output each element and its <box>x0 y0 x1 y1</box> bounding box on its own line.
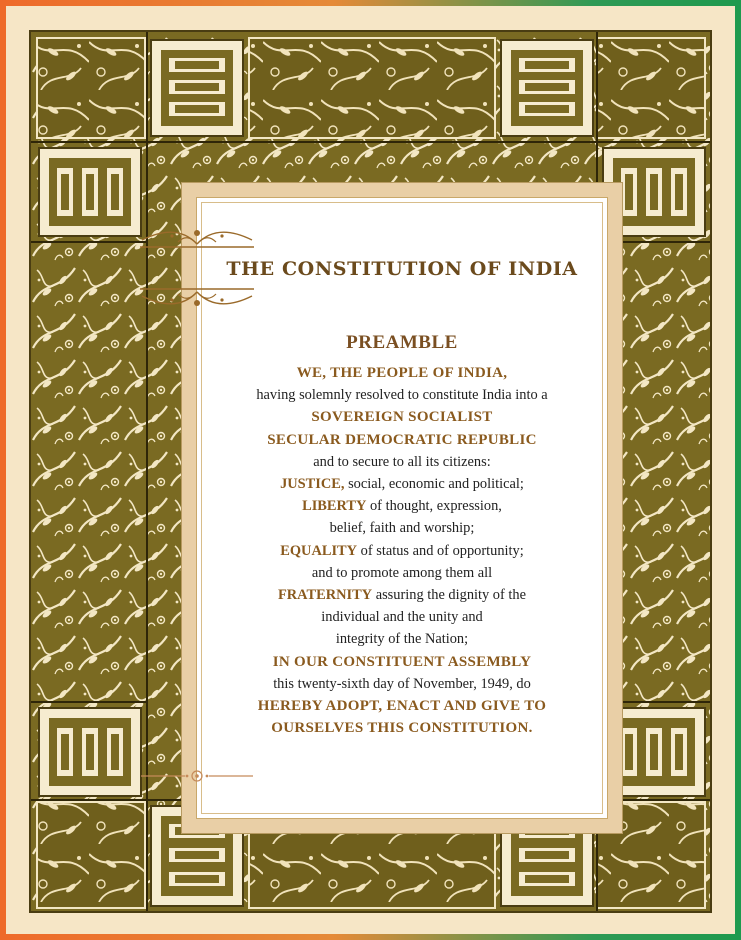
preamble-line: HEREBY ADOPT, ENACT AND GIVE TO <box>257 698 547 715</box>
preamble-text <box>197 362 607 739</box>
preamble-line: WE, THE PEOPLE OF INDIA, <box>296 365 508 381</box>
top-flourish-icon <box>132 224 262 250</box>
preamble-line: SECULAR DEMOCRATIC REPUBLIC <box>267 431 537 448</box>
bottom-flourish-icon <box>132 286 262 312</box>
preamble-line: JUSTICE, social, economic and political; <box>280 476 524 493</box>
preamble-heading: PREAMBLE <box>346 332 458 353</box>
preamble-line: IN OUR CONSTITUENT ASSEMBLY <box>272 653 532 670</box>
document-title: THE CONSTITUTION OF INDIA <box>226 258 578 280</box>
preamble-line: integrity of the Nation; <box>335 631 469 648</box>
preamble-line: and to secure to all its citizens: <box>313 453 491 470</box>
preamble-line: EQUALITY of status and of opportunity; <box>280 542 524 559</box>
preamble-line: LIBERTY of thought, expression, <box>302 498 502 515</box>
preamble-line: individual and the unity and <box>321 609 483 626</box>
ornamental-border <box>29 30 712 913</box>
preamble-page <box>196 197 608 819</box>
preamble-line: having solemnly resolved to constitute India into a <box>256 387 548 404</box>
preamble-line: OURSELVES THIS CONSTITUTION. <box>271 720 533 737</box>
preamble-frame <box>181 182 623 834</box>
preamble-line: and to promote among them all <box>311 564 493 581</box>
preamble-line: belief, faith and worship; <box>329 520 475 537</box>
preamble-line: FRATERNITY assuring the dignity of the <box>278 587 526 604</box>
preamble-line: this twenty-sixth day of November, 1949, do <box>273 675 531 692</box>
end-ornament-icon <box>137 769 257 783</box>
preamble-line: SOVEREIGN SOCIALIST <box>311 409 493 426</box>
